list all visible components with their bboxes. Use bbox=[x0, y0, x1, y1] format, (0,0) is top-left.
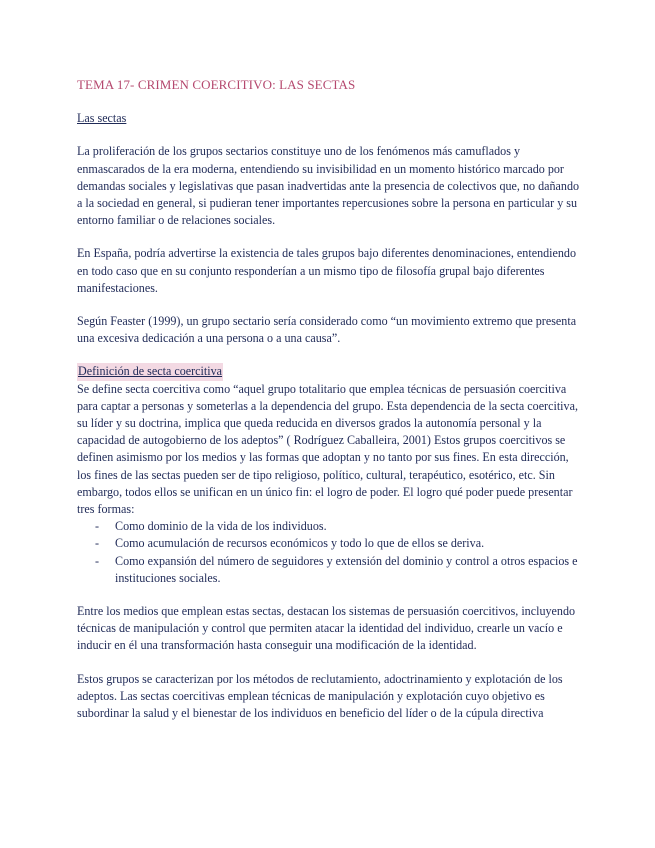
definition-heading: Definición de secta coercitiva bbox=[77, 363, 223, 380]
document-page bbox=[77, 76, 582, 738]
list-item bbox=[77, 553, 582, 587]
document-title: TEMA 17- CRIMEN COERCITIVO: LAS SECTAS bbox=[77, 77, 356, 92]
list-item bbox=[77, 535, 582, 552]
bullet-dash: - bbox=[95, 553, 100, 568]
definition-text: Se define secta coercitiva como “aquel grupo totalitario que emplea técnicas de persuasión coercitiva para captar a personas y someterlas a la dependencia del grupo. Esta dependencia de la secta coercitiva, su líder y su doctrina, implica que queda reducida en diversos grados la autonomía personal y la capacidad de autogobierno de los adeptos” ( Rodríguez Caballeira, 2001) Estos grupos coercitivos se definen asimismo por los medios y las formas que adoptan y no tanto por sus fines. En esta dirección, los fines de las sectas pueden ser de tipo religioso, político, cultural, terapéutico, esotérico, etc. Sin embargo, todos ellos se unifican en un único fin: el logro de poder. El logro qué poder puede presentar tres formas: bbox=[77, 381, 578, 517]
forms-of-power-list bbox=[77, 518, 582, 587]
paragraph-medios: Entre los medios que emplean estas sectas, destacan los sistemas de persuasión coercitivos, incluyendo técnicas de manipulación y control que permiten atacar la identidad del individuo, crearle un vacío e inducir en él una transformación hasta conseguir una modificación de la identidad. bbox=[77, 604, 576, 653]
bullet-dash: - bbox=[95, 536, 100, 551]
list-item-text: Como expansión del número de seguidores y extensión del dominio y control a otros espacios e instituciones sociales. bbox=[115, 553, 578, 585]
bullet-dash: - bbox=[95, 519, 100, 534]
paragraph-espana: En España, podría advertirse la existencia de tales grupos bajo diferentes denominaciones, entendiendo en todo caso que en su conjunto responderían a un mismo tipo de filosofía grupal bajo diferentes manifestaciones. bbox=[77, 246, 577, 295]
paragraph-caracteristicas: Estos grupos se caracterizan por los métodos de reclutamiento, adoctrinamiento y explotación de los adeptos. Las sectas coercitivas emplean técnicas de manipulación y explotación cuyo objetivo es subordinar la salud y el bienestar de los individuos en beneficio del líder o de la cúpula directiva bbox=[77, 671, 563, 721]
section-heading-las-sectas: Las sectas bbox=[77, 111, 127, 126]
paragraph-feaster: Según Feaster (1999), un grupo sectario sería considerado como “un movimiento extremo que presenta una excesiva dedicación a una persona o a una causa”. bbox=[77, 314, 577, 346]
definition-section bbox=[77, 363, 582, 587]
list-item-text: Como dominio de la vida de los individuos. bbox=[115, 519, 327, 534]
list-item bbox=[77, 518, 582, 535]
list-item-text: Como acumulación de recursos económicos y todo lo que de ellos se deriva. bbox=[115, 536, 485, 551]
paragraph-proliferation: La proliferación de los grupos sectarios constituye uno de los fenómenos más camuflados y enmascarados de la era moderna, entendiendo su invisibilidad en un momento histórico marcado por demandas sociales y legislativas que pasan inadvertidas ante la presencia de colectivos que, no dañando a la sociedad en general, si pudieran tener importantes repercusiones sobre la persona en particular y su entorno familiar o de relaciones sociales. bbox=[77, 144, 580, 228]
